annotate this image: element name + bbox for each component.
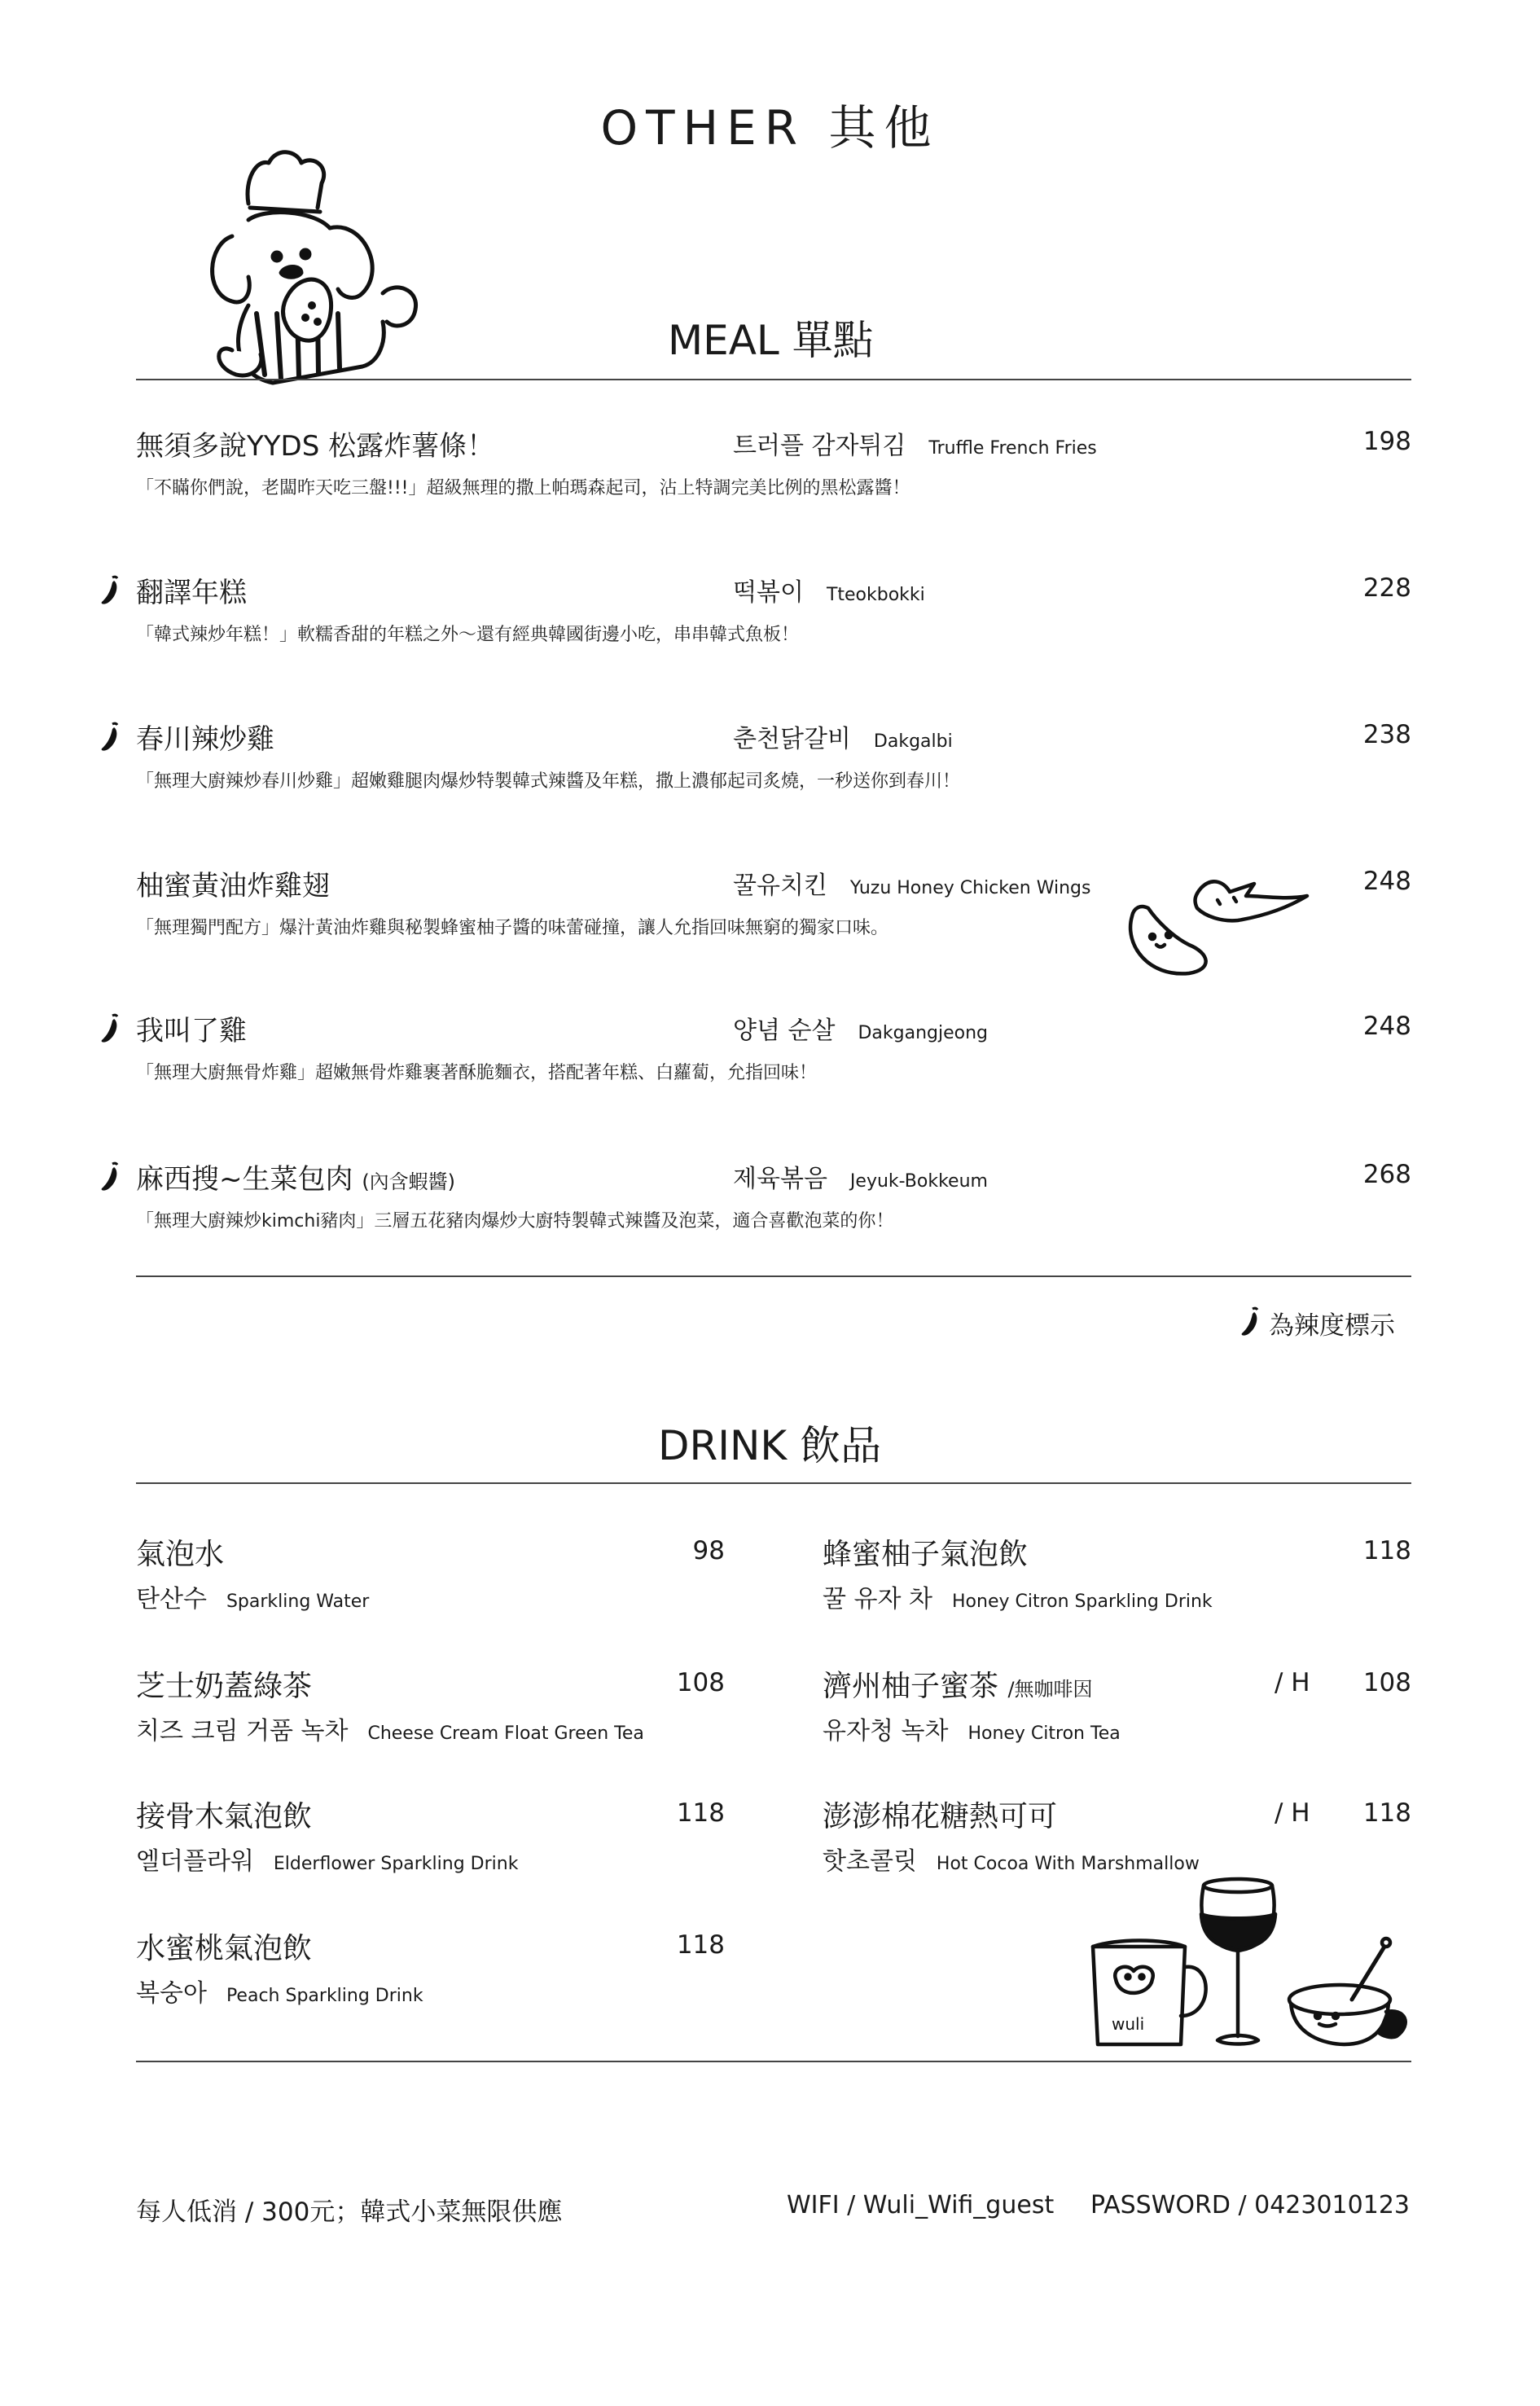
drink-item-korean: 꿀 유자 차 [823,1585,932,1614]
meal-item-name [136,424,494,463]
drink-item-price: 118 [1362,1536,1411,1565]
meal-item-english: Jeyuk-Bokkeum [849,1171,988,1192]
drink-item-price: 108 [676,1668,725,1697]
drink-item-name-text: 澎澎棉花糖熱可可 [823,1800,1058,1833]
drink-item-translations [823,1710,1121,1746]
drink-item-name [823,1794,1057,1835]
drink-item-price: 118 [1362,1798,1411,1828]
drink-item-korean: 엘더플라워 [136,1847,254,1876]
chili-icon [1238,1306,1264,1338]
drink-item-name [136,1925,312,1967]
drink-item-english: Sparkling Water [226,1592,370,1612]
drink-item-hot-option: / H [1275,1668,1310,1697]
drink-item-english: Peach Sparkling Drink [226,1986,423,2006]
drink-item-name [136,1794,312,1835]
meal-item-name [136,1008,247,1048]
meal-bottom-divider [136,1275,1411,1277]
meal-item-korean: 꿀유치킨 [733,872,827,900]
drink-item-name-text: 氣泡水 [136,1538,225,1571]
drink-item-price: 118 [676,1930,725,1960]
meal-item-translations [733,572,925,608]
meal-item-description: 「不瞞你們說，老闆昨天吃三盤!!!」超級無理的撒上帕瑪森起司，沾上特調完美比例的黑松露醬！ [136,478,910,498]
meal-item-price: 248 [1362,1012,1411,1041]
drink-item-korean: 탄산수 [136,1585,207,1614]
drink-item-name-text: 芝士奶蓋綠茶 [136,1670,313,1703]
meal-item-korean: 트러플 감자튀김 [733,432,906,460]
meal-item-name [136,717,274,757]
meal-item-description: 「無理大廚辣炒春川炒雞」超嫩雞腿肉爆炒特製韓式辣醬及年糕，撒上濃郁起司炙燒，一秒送你到春川！ [136,771,961,792]
chef-dog-illustration [200,147,436,391]
meal-item-description: 「無理獨門配方」爆汁黃油炸雞與秘製蜂蜜柚子醬的味蕾碰撞，讓人允指回味無窮的獨家口味。 [136,918,889,938]
drink-item-price: 118 [676,1798,725,1828]
meal-item-price: 248 [1362,867,1411,896]
meal-item-translations [733,1010,988,1046]
drink-item-english: Honey Citron Sparkling Drink [952,1592,1213,1612]
meal-item-translations [733,1158,988,1194]
meal-item-note: (內含蝦醬) [362,1170,456,1193]
meal-item-english: Dakgalbi [873,731,953,752]
drink-item-name [823,1531,1028,1573]
drink-item-name [136,1663,312,1705]
meal-item-english: Truffle French Fries [928,438,1097,459]
meal-item-description: 「無理大廚無骨炸雞」超嫩無骨炸雞裹著酥脆麵衣，搭配著年糕、白蘿蔔，允指回味！ [136,1063,818,1083]
drink-item-korean: 핫초콜릿 [823,1847,917,1876]
drink-item-korean: 유자청 녹차 [823,1717,949,1745]
drink-item-translations [823,1578,1213,1614]
drink-item-name-text: 接骨木氣泡飲 [136,1800,313,1833]
drinks-illustration [1083,1869,1409,2053]
drink-item-english: Elderflower Sparkling Drink [273,1854,519,1874]
drink-item-korean: 복숭아 [136,1979,207,2008]
drink-bottom-divider [136,2061,1411,2062]
meal-item-name-text: 翻譯年糕 [136,577,247,609]
drink-section-title: DRINK 飲品 [658,1422,882,1469]
drink-item-name [823,1663,1093,1705]
meal-item-name [136,863,330,903]
meal-item-english: Yuzu Honey Chicken Wings [849,878,1091,898]
meal-item-description: 「韓式辣炒年糕！」軟糯香甜的年糕之外～還有經典韓國街邊小吃，串串韓式魚板！ [136,625,800,645]
drink-top-divider [136,1482,1411,1484]
drink-item-name-text: 蜂蜜柚子氣泡飲 [823,1538,1029,1571]
meal-item-name-text: 無須多說YYDS 松露炸薯條！ [136,430,495,463]
drink-item-name [136,1531,224,1573]
chicken-wings-illustration [1124,872,1311,986]
meal-item-name-text: 春川辣炒雞 [136,723,274,756]
drink-item-hot-option: / H [1275,1798,1310,1828]
meal-item-korean: 춘천닭갈비 [733,725,851,753]
meal-item-korean: 양념 순살 [733,1016,836,1045]
drink-item-english: Cheese Cream Float Green Tea [367,1723,644,1744]
meal-item-description: 「無理大廚辣炒kimchi豬肉」三層五花豬肉爆炒大廚特製韓式辣醬及泡菜，適合喜歡泡菜的你！ [136,1211,894,1232]
meal-item-name-text: 我叫了雞 [136,1015,247,1047]
chili-icon [98,1161,124,1193]
meal-item-name-text: 麻西搜~生菜包肉 [136,1163,353,1196]
drink-item-korean: 치즈 크림 거품 녹차 [136,1717,349,1745]
minimum-charge-text: 每人低消 / 300元；韓式小菜無限供應 [136,2197,563,2227]
drink-item-note: /無咖啡因 [1007,1678,1093,1701]
drink-item-english: Hot Cocoa With Marshmallow [936,1854,1200,1874]
page-title: OTHER 其他 [600,100,940,156]
meal-item-english: Dakgangjeong [858,1023,989,1043]
drink-item-price: 98 [692,1536,725,1565]
chili-icon [98,721,124,753]
drink-item-translations [136,1710,644,1746]
drink-item-price: 108 [1362,1668,1411,1697]
drink-item-name-text: 濟州柚子蜜茶 [823,1670,999,1703]
meal-item-name [136,570,247,610]
meal-item-price: 238 [1362,720,1411,749]
meal-item-translations [733,425,1097,461]
drink-item-translations [136,1841,518,1877]
chili-icon [98,1012,124,1045]
wifi-text: WIFI / Wuli_Wifi_guest [787,2191,1055,2219]
meal-item-korean: 제육볶음 [733,1165,827,1193]
chili-icon [98,574,124,607]
drink-item-name-text: 水蜜桃氣泡飲 [136,1932,313,1965]
drink-item-translations [136,1578,369,1614]
meal-top-divider [136,379,1411,380]
wifi-password-text: PASSWORD / 0423010123 [1090,2191,1410,2219]
meal-item-price: 268 [1362,1160,1411,1189]
meal-item-price: 198 [1362,427,1411,456]
drink-item-translations [136,1973,423,2009]
spicy-legend: 為辣度標示 [1269,1311,1395,1341]
drink-item-english: Honey Citron Tea [967,1723,1121,1744]
meal-section-title: MEAL 單點 [668,317,874,364]
meal-item-korean: 떡볶이 [733,578,804,607]
meal-item-english: Tteokbokki [826,585,925,605]
meal-item-translations [733,718,953,754]
meal-item-name-text: 柚蜜黃油炸雞翅 [136,870,330,902]
meal-item-price: 228 [1362,573,1411,603]
meal-item-name [136,1157,455,1196]
meal-item-translations [733,865,1090,901]
mug-label: wuli [1112,2014,1145,2034]
